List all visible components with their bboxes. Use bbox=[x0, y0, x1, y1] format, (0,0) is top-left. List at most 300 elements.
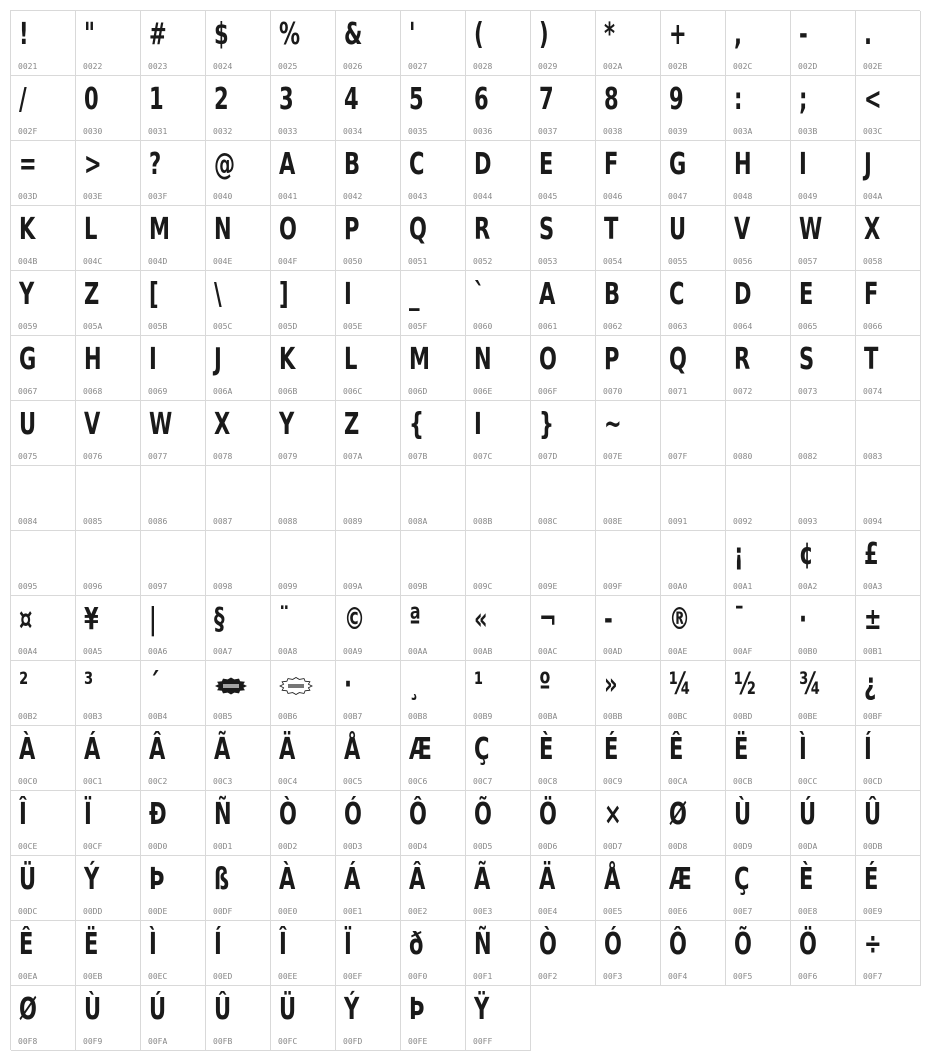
glyph-char: G bbox=[669, 147, 687, 182]
glyph-char: ¬ bbox=[539, 602, 557, 637]
glyph-char: Ç bbox=[474, 732, 490, 767]
glyph-code: 00A0 bbox=[668, 582, 688, 591]
glyph-cell bbox=[855, 140, 920, 205]
glyph-code: 00AF bbox=[733, 647, 753, 656]
glyph-cell bbox=[530, 400, 595, 465]
glyph-cell bbox=[725, 920, 790, 985]
glyph-char: U bbox=[19, 407, 37, 442]
glyph-code: 008E bbox=[603, 517, 623, 526]
glyph-cell bbox=[205, 985, 270, 1050]
glyph-code: 00D0 bbox=[148, 842, 168, 851]
glyph-code: 0084 bbox=[18, 517, 38, 526]
glyph-char: Ê bbox=[19, 927, 34, 962]
glyph-code: 009F bbox=[603, 582, 623, 591]
glyph-char: ª bbox=[409, 602, 421, 637]
glyph-code: 0050 bbox=[343, 257, 363, 266]
glyph-code: 00BF bbox=[863, 712, 883, 721]
glyph-cell bbox=[790, 75, 855, 140]
glyph-cell bbox=[400, 855, 465, 920]
glyph-code: 0079 bbox=[278, 452, 298, 461]
glyph-cell bbox=[75, 595, 140, 660]
glyph-cell bbox=[10, 400, 75, 465]
glyph-char: Õ bbox=[734, 927, 752, 962]
glyph-code: 0051 bbox=[408, 257, 428, 266]
glyph-char: Õ bbox=[474, 797, 492, 832]
glyph-char: ~ bbox=[604, 407, 622, 442]
glyph-code: 0026 bbox=[343, 62, 363, 71]
glyph-cell bbox=[205, 270, 270, 335]
glyph-code: 0070 bbox=[603, 387, 623, 396]
glyph-code: 00A1 bbox=[733, 582, 753, 591]
glyph-char: I bbox=[799, 147, 807, 182]
glyph-code: 007D bbox=[538, 452, 558, 461]
glyph-char: È bbox=[799, 862, 814, 897]
glyph-cell bbox=[335, 10, 400, 75]
glyph-char: M bbox=[149, 212, 170, 247]
glyph-code: 00E2 bbox=[408, 907, 428, 916]
glyph-char: @ bbox=[214, 147, 236, 182]
glyph-char: Á bbox=[84, 732, 101, 767]
glyph-code: 0041 bbox=[278, 192, 298, 201]
glyph-code: 00CB bbox=[733, 777, 753, 786]
glyph-code: 00F5 bbox=[733, 972, 753, 981]
glyph-cell bbox=[400, 270, 465, 335]
glyph-code: 0098 bbox=[213, 582, 233, 591]
glyph-cell bbox=[400, 530, 465, 595]
glyph-cell bbox=[140, 920, 205, 985]
glyph-cell bbox=[75, 530, 140, 595]
glyph-char: G bbox=[19, 342, 37, 377]
glyph-char: ' bbox=[409, 17, 416, 52]
glyph-code: 00AE bbox=[668, 647, 688, 656]
glyph-cell bbox=[465, 660, 530, 725]
glyph-code: 00BE bbox=[798, 712, 818, 721]
glyph-cell bbox=[140, 10, 205, 75]
glyph-code: 00EE bbox=[278, 972, 298, 981]
glyph-cell bbox=[595, 530, 660, 595]
glyph-code: 006A bbox=[213, 387, 233, 396]
glyph-char: ) bbox=[539, 17, 549, 52]
glyph-char: Å bbox=[604, 862, 621, 897]
glyph-char: ! bbox=[19, 17, 29, 52]
glyph-cell bbox=[855, 920, 920, 985]
glyph-cell bbox=[790, 530, 855, 595]
glyph-cell bbox=[465, 140, 530, 205]
glyph-char: Û bbox=[864, 797, 882, 832]
glyph-char: } bbox=[539, 407, 554, 442]
glyph-cell bbox=[660, 595, 725, 660]
glyph-code: 00A7 bbox=[213, 647, 233, 656]
glyph-cell bbox=[400, 400, 465, 465]
glyph-code: 00C9 bbox=[603, 777, 623, 786]
glyph-char: D bbox=[734, 277, 752, 312]
glyph-char: 7 bbox=[539, 82, 554, 117]
burst-badge-icon bbox=[279, 677, 313, 695]
glyph-char: Þ bbox=[409, 992, 425, 1027]
glyph-code: 00D3 bbox=[343, 842, 363, 851]
glyph-cell bbox=[10, 465, 75, 530]
glyph-code: 0053 bbox=[538, 257, 558, 266]
glyph-char: ¯ bbox=[734, 602, 745, 637]
glyph-code: 0066 bbox=[863, 322, 883, 331]
glyph-cell bbox=[855, 790, 920, 855]
glyph-cell bbox=[530, 10, 595, 75]
glyph-cell bbox=[465, 985, 530, 1050]
glyph-cell bbox=[465, 465, 530, 530]
glyph-cell bbox=[270, 270, 335, 335]
glyph-cell bbox=[205, 335, 270, 400]
glyph-cell bbox=[10, 790, 75, 855]
glyph-cell bbox=[595, 335, 660, 400]
glyph-char: B bbox=[344, 147, 361, 182]
glyph-cell bbox=[790, 205, 855, 270]
glyph-char: Ö bbox=[539, 797, 557, 832]
glyph-cell bbox=[140, 140, 205, 205]
glyph-char: L bbox=[84, 212, 98, 247]
glyph-cell bbox=[400, 920, 465, 985]
glyph-char: H bbox=[84, 342, 102, 377]
glyph-char: ; bbox=[799, 82, 808, 117]
glyph-code: 00A2 bbox=[798, 582, 818, 591]
glyph-cell bbox=[75, 920, 140, 985]
glyph-code: 0092 bbox=[733, 517, 753, 526]
glyph-cell bbox=[270, 920, 335, 985]
glyph-cell bbox=[790, 140, 855, 205]
glyph-char: E bbox=[539, 147, 554, 182]
glyph-code: 0082 bbox=[798, 452, 818, 461]
glyph-cell bbox=[335, 335, 400, 400]
glyph-cell bbox=[855, 855, 920, 920]
glyph-code: 00DE bbox=[148, 907, 168, 916]
glyph-cell bbox=[400, 465, 465, 530]
glyph-cell bbox=[75, 985, 140, 1050]
glyph-code: 005F bbox=[408, 322, 428, 331]
glyph-char: N bbox=[214, 212, 232, 247]
glyph-cell bbox=[10, 920, 75, 985]
glyph-cell bbox=[530, 270, 595, 335]
glyph-code: 00FC bbox=[278, 1037, 298, 1046]
glyph-char: P bbox=[604, 342, 620, 377]
glyph-char: Í bbox=[214, 927, 222, 962]
glyph-cell bbox=[205, 725, 270, 790]
glyph-char: > bbox=[84, 147, 102, 182]
glyph-cell bbox=[75, 660, 140, 725]
glyph-cell bbox=[140, 75, 205, 140]
glyph-code: 005C bbox=[213, 322, 233, 331]
glyph-cell bbox=[855, 270, 920, 335]
glyph-cell bbox=[660, 75, 725, 140]
glyph-cell bbox=[530, 660, 595, 725]
glyph-code: 00BD bbox=[733, 712, 753, 721]
glyph-char: F bbox=[864, 277, 879, 312]
glyph-char: 8 bbox=[604, 82, 619, 117]
glyph-char: S bbox=[539, 212, 555, 247]
glyph-code: 0045 bbox=[538, 192, 558, 201]
glyph-code: 00BC bbox=[668, 712, 688, 721]
glyph-char: E bbox=[799, 277, 814, 312]
glyph-char: V bbox=[734, 212, 751, 247]
glyph-char: ( bbox=[474, 17, 484, 52]
glyph-code: 00DB bbox=[863, 842, 883, 851]
glyph-char: : bbox=[734, 82, 743, 117]
glyph-code: 00F4 bbox=[668, 972, 688, 981]
glyph-cell bbox=[530, 595, 595, 660]
glyph-code: 00B4 bbox=[148, 712, 168, 721]
glyph-code: 0038 bbox=[603, 127, 623, 136]
glyph-char: L bbox=[344, 342, 358, 377]
glyph-cell bbox=[725, 790, 790, 855]
glyph-code: 0085 bbox=[83, 517, 103, 526]
glyph-code: 00FA bbox=[148, 1037, 168, 1046]
glyph-cell bbox=[595, 75, 660, 140]
glyph-cell bbox=[660, 920, 725, 985]
glyph-char: O bbox=[539, 342, 557, 377]
glyph-code: 00C3 bbox=[213, 777, 233, 786]
glyph-cell bbox=[790, 855, 855, 920]
glyph-cell bbox=[465, 270, 530, 335]
glyph-code: 0054 bbox=[603, 257, 623, 266]
glyph-cell bbox=[270, 335, 335, 400]
glyph-code: 00E8 bbox=[798, 907, 818, 916]
glyph-code: 00A6 bbox=[148, 647, 168, 656]
glyph-char: Ù bbox=[734, 797, 752, 832]
glyph-cell bbox=[270, 400, 335, 465]
glyph-code: 0029 bbox=[538, 62, 558, 71]
glyph-char: " bbox=[84, 17, 95, 52]
glyph-cell bbox=[400, 595, 465, 660]
glyph-cell bbox=[790, 270, 855, 335]
glyph-cell bbox=[75, 465, 140, 530]
glyph-code: 0071 bbox=[668, 387, 688, 396]
glyph-cell bbox=[400, 790, 465, 855]
glyph-cell bbox=[465, 335, 530, 400]
glyph-cell bbox=[660, 270, 725, 335]
glyph-char: ¾ bbox=[799, 667, 821, 702]
glyph-cell bbox=[725, 855, 790, 920]
glyph-code: 00E6 bbox=[668, 907, 688, 916]
glyph-cell bbox=[205, 140, 270, 205]
glyph-code: 00B3 bbox=[83, 712, 103, 721]
glyph-char: Ü bbox=[279, 992, 297, 1027]
glyph-char: * bbox=[604, 17, 616, 52]
glyph-char: Z bbox=[84, 277, 100, 312]
glyph-code: 009C bbox=[473, 582, 493, 591]
glyph-char: 6 bbox=[474, 82, 489, 117]
glyph-char: ¿ bbox=[864, 667, 877, 702]
glyph-char: A bbox=[279, 147, 296, 182]
glyph-code: 0061 bbox=[538, 322, 558, 331]
glyph-cell bbox=[660, 400, 725, 465]
glyph-cell bbox=[335, 465, 400, 530]
glyph-char: R bbox=[734, 342, 751, 377]
glyph-code: 00EA bbox=[18, 972, 38, 981]
glyph-char: 2 bbox=[214, 82, 229, 117]
glyph-cell bbox=[270, 530, 335, 595]
glyph-code: 00E7 bbox=[733, 907, 753, 916]
glyph-code: 0075 bbox=[18, 452, 38, 461]
glyph-code: 0052 bbox=[473, 257, 493, 266]
glyph-cell bbox=[855, 660, 920, 725]
glyph-cell bbox=[10, 530, 75, 595]
glyph-char: Ð bbox=[149, 797, 167, 832]
glyph-cell bbox=[660, 725, 725, 790]
glyph-code: 002A bbox=[603, 62, 623, 71]
glyph-char: - bbox=[799, 17, 808, 52]
glyph-cell bbox=[75, 790, 140, 855]
glyph-char: Ø bbox=[19, 992, 37, 1027]
glyph-code: 0074 bbox=[863, 387, 883, 396]
glyph-char: Ë bbox=[734, 732, 749, 767]
glyph-cell bbox=[270, 725, 335, 790]
glyph-cell bbox=[75, 335, 140, 400]
glyph-code: 0089 bbox=[343, 517, 363, 526]
glyph-code: 0043 bbox=[408, 192, 428, 201]
glyph-code: 00A8 bbox=[278, 647, 298, 656]
glyph-cell bbox=[660, 530, 725, 595]
glyph-char: + bbox=[669, 17, 687, 52]
glyph-char: W bbox=[799, 212, 823, 247]
glyph-char: ³ bbox=[84, 667, 94, 702]
glyph-code: 00E5 bbox=[603, 907, 623, 916]
glyph-code: 00DC bbox=[18, 907, 38, 916]
glyph-cell bbox=[10, 205, 75, 270]
glyph-code: 00C8 bbox=[538, 777, 558, 786]
glyph-char: T bbox=[864, 342, 879, 377]
glyph-cell bbox=[205, 595, 270, 660]
glyph-code: 00E0 bbox=[278, 907, 298, 916]
glyph-char: . bbox=[864, 17, 873, 52]
glyph-code: 003F bbox=[148, 192, 168, 201]
glyph-char: ¹ bbox=[474, 667, 484, 702]
glyph-cell bbox=[725, 465, 790, 530]
glyph-code: 0094 bbox=[863, 517, 883, 526]
glyph-code: 007C bbox=[473, 452, 493, 461]
glyph-code: 00E9 bbox=[863, 907, 883, 916]
glyph-char: 1 bbox=[149, 82, 164, 117]
glyph-grid bbox=[10, 10, 920, 1050]
glyph-code: 0086 bbox=[148, 517, 168, 526]
glyph-char: Û bbox=[214, 992, 232, 1027]
glyph-char: { bbox=[409, 407, 424, 442]
glyph-code: 00C6 bbox=[408, 777, 428, 786]
glyph-code: 0057 bbox=[798, 257, 818, 266]
glyph-char: $ bbox=[214, 17, 229, 52]
glyph-cell bbox=[465, 790, 530, 855]
glyph-cell bbox=[335, 140, 400, 205]
glyph-cell bbox=[75, 205, 140, 270]
glyph-cell bbox=[270, 660, 335, 725]
glyph-cell bbox=[75, 140, 140, 205]
glyph-char: [ bbox=[149, 277, 159, 312]
glyph-char: - bbox=[604, 602, 613, 637]
glyph-char: £ bbox=[864, 537, 879, 572]
glyph-char: Ò bbox=[539, 927, 557, 962]
glyph-code: 00F9 bbox=[83, 1037, 103, 1046]
glyph-char: R bbox=[474, 212, 491, 247]
glyph-code: 004A bbox=[863, 192, 883, 201]
glyph-cell bbox=[855, 595, 920, 660]
glyph-code: 0022 bbox=[83, 62, 103, 71]
glyph-char: 4 bbox=[344, 82, 359, 117]
glyph-char: B bbox=[604, 277, 621, 312]
glyph-cell bbox=[790, 335, 855, 400]
glyph-char: Ë bbox=[84, 927, 99, 962]
glyph-code: 00FD bbox=[343, 1037, 363, 1046]
glyph-char: Ì bbox=[799, 732, 807, 767]
glyph-cell bbox=[335, 530, 400, 595]
glyph-cell bbox=[595, 140, 660, 205]
glyph-cell bbox=[400, 75, 465, 140]
glyph-cell bbox=[855, 335, 920, 400]
glyph-char: Ñ bbox=[474, 927, 492, 962]
glyph-char: H bbox=[734, 147, 752, 182]
glyph-char: É bbox=[864, 862, 879, 897]
glyph-char: Z bbox=[344, 407, 360, 442]
glyph-cell bbox=[140, 400, 205, 465]
glyph-cell bbox=[10, 270, 75, 335]
glyph-code: 007B bbox=[408, 452, 428, 461]
glyph-cell bbox=[725, 530, 790, 595]
glyph-cell bbox=[400, 985, 465, 1050]
glyph-cell bbox=[400, 660, 465, 725]
glyph-code: 0062 bbox=[603, 322, 623, 331]
glyph-cell bbox=[140, 530, 205, 595]
glyph-code: 00C1 bbox=[83, 777, 103, 786]
glyph-code: 009E bbox=[538, 582, 558, 591]
glyph-code: 0028 bbox=[473, 62, 493, 71]
glyph-cell bbox=[270, 985, 335, 1050]
glyph-code: 0072 bbox=[733, 387, 753, 396]
glyph-cell bbox=[335, 790, 400, 855]
glyph-char: K bbox=[279, 342, 296, 377]
glyph-cell bbox=[595, 400, 660, 465]
glyph-cell bbox=[790, 790, 855, 855]
glyph-code: 0031 bbox=[148, 127, 168, 136]
glyph-code: 00A9 bbox=[343, 647, 363, 656]
glyph-cell bbox=[10, 595, 75, 660]
glyph-cell bbox=[335, 855, 400, 920]
glyph-char: D bbox=[474, 147, 492, 182]
glyph-cell bbox=[465, 595, 530, 660]
glyph-code: 00D5 bbox=[473, 842, 493, 851]
glyph-code: 00A5 bbox=[83, 647, 103, 656]
glyph-code: 00A3 bbox=[863, 582, 883, 591]
glyph-code: 009B bbox=[408, 582, 428, 591]
glyph-char: C bbox=[669, 277, 685, 312]
glyph-code: 005A bbox=[83, 322, 103, 331]
glyph-cell bbox=[205, 920, 270, 985]
glyph-char: · bbox=[799, 602, 808, 637]
glyph-code: 00CC bbox=[798, 777, 818, 786]
glyph-char: Â bbox=[409, 862, 426, 897]
glyph-cell bbox=[205, 790, 270, 855]
glyph-char: & bbox=[344, 17, 363, 52]
glyph-cell bbox=[660, 855, 725, 920]
glyph-code: 0056 bbox=[733, 257, 753, 266]
glyph-char: º bbox=[539, 667, 551, 702]
glyph-char: Ü bbox=[19, 862, 37, 897]
glyph-code: 0069 bbox=[148, 387, 168, 396]
glyph-char: Ÿ bbox=[474, 992, 490, 1027]
glyph-code: 007A bbox=[343, 452, 363, 461]
glyph-char: Ò bbox=[279, 797, 297, 832]
glyph-char: Î bbox=[279, 927, 287, 962]
glyph-code: 0033 bbox=[278, 127, 298, 136]
glyph-cell bbox=[595, 855, 660, 920]
glyph-char: _ bbox=[409, 277, 420, 312]
glyph-cell bbox=[75, 75, 140, 140]
glyph-code: 003C bbox=[863, 127, 883, 136]
